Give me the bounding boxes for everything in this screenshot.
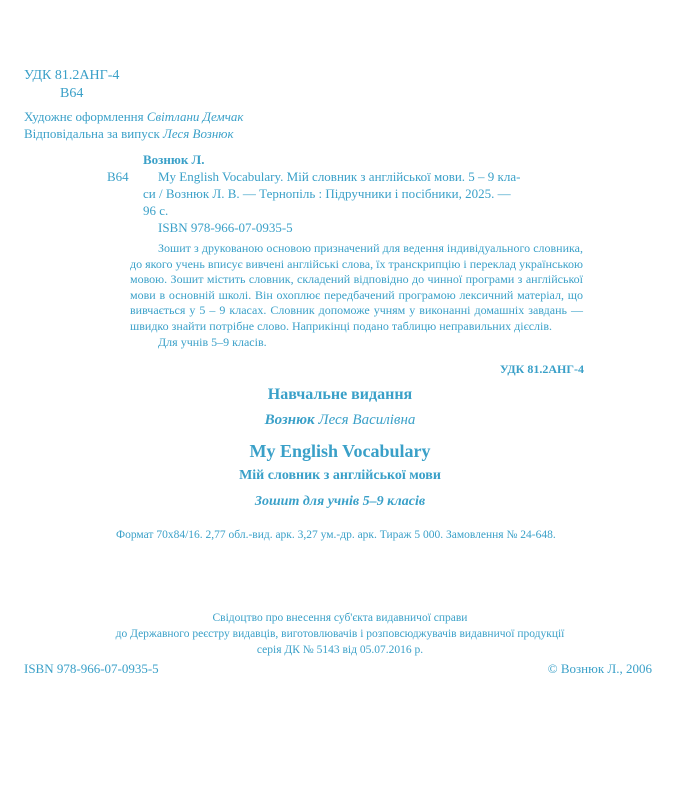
certificate-line-3: серія ДК № 5143 від 05.07.2016 р. (256, 644, 424, 656)
classification-code: В64 (60, 86, 84, 101)
edition-subtitle: Мій словник з англійської мови (239, 468, 441, 483)
design-name: Світлани Демчак (146, 109, 244, 124)
edition-notebook: Зошит для учнів 5–9 класів (254, 494, 426, 509)
edition-author (0, 412, 680, 429)
abstract-audience: Для учнів 5–9 класів. (158, 334, 267, 349)
bib-line-3: 96 с. (143, 203, 169, 218)
udk-header: УДК 81.2АНГ-4 (24, 68, 120, 83)
format-line: Формат 70x84/16. 2,77 обл.-вид. арк. 3,27 ум.-др. арк. Тираж 5 000. Замовлення № 24-648. (116, 529, 556, 541)
abstract-text: Зошит з друкованою основою призначений для ведення індивідуального словника, до якого учень вписує вивчені англійські слова, їх транскрипцію і переклад українською мовою. Зошит містить словник, складений відповідно до чинної програми з англійської мови в основній школі. Він охоплює передбачений програмою лексичний матеріал, що вивчається у 5 – 9 класах. Словник допоможе учням у виконанні домашніх завдань — швидко знайти потрібне слово. Наприкінці подано таблицю неправильних дієслів. (130, 241, 583, 333)
author-name: Леся Василівна (318, 412, 416, 428)
responsible-credit (24, 126, 234, 142)
responsible-label: Відповідальна за випуск (24, 126, 160, 141)
bib-line-2: си / Вознюк Л. В. — Тернопіль : Підручники і посібники, 2025. — (143, 186, 511, 201)
author-surname: Вознюк (264, 412, 315, 428)
certificate-line-1: Свідоцтво про внесення суб'єкта видавничої справи (212, 612, 468, 624)
bib-author: Вознюк Л. (143, 152, 205, 167)
bib-line-1: My English Vocabulary. Мій словник з англійської мови. 5 – 9 кла- (158, 169, 521, 184)
edition-title: My English Vocabulary (249, 441, 431, 461)
bib-code: В64 (107, 169, 129, 184)
abstract-udk: УДК 81.2АНГ-4 (499, 362, 584, 376)
edition-type: Навчальне видання (267, 386, 413, 403)
design-label: Художнє оформлення (24, 109, 144, 124)
bib-isbn: ISBN 978-966-07-0935-5 (158, 220, 293, 235)
design-credit (24, 109, 243, 125)
footer-copyright: © Вознюк Л., 2006 (547, 661, 652, 676)
abstract (130, 241, 583, 350)
responsible-name: Леся Вознюк (163, 126, 234, 141)
footer-isbn: ISBN 978-966-07-0935-5 (24, 661, 159, 676)
certificate-line-2: до Державного реєстру видавців, виготовлювачів і розповсюджувачів видавничої продукції (115, 628, 565, 640)
